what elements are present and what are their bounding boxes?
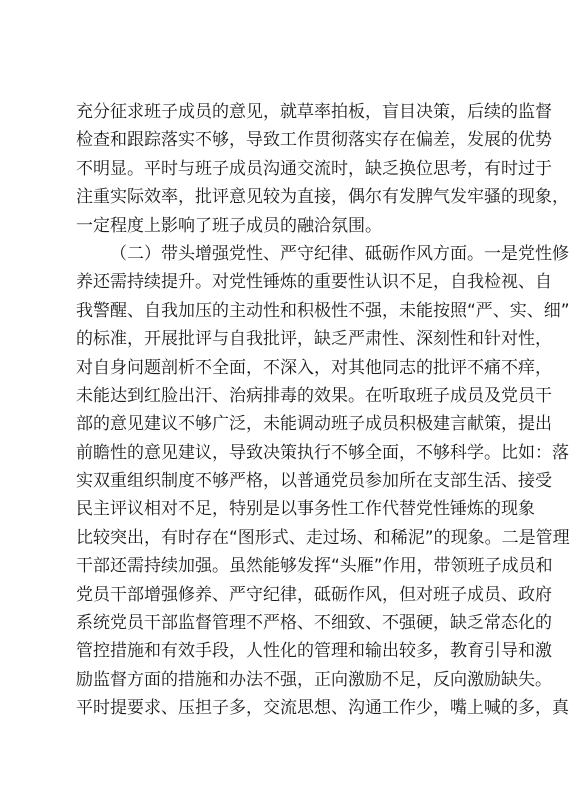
text-line: 一定程度上影响了班子成员的融洽氛围。: [76, 215, 382, 236]
text-line: 实双重组织制度不够严格，以普通党员参加所在支部生活、接受: [76, 471, 552, 492]
text-line: 管控措施和有效手段，人性化的管理和输出较多，教育引导和激: [76, 641, 552, 662]
text-line: 民主评议相对不足，特别是以事务性工作代替党性锤炼的现象: [76, 499, 535, 520]
text-line: 的标准，开展批评与自我批评，缺乏严肃性、深刻性和针对性，: [76, 329, 552, 350]
text-line: 养还需持续提升。对党性锤炼的重要性认识不足，自我检视、自: [76, 272, 552, 293]
text-line: 部的意见建议不够广泛，未能调动班子成员积极建言献策，提出: [76, 414, 552, 435]
text-line: 检查和跟踪落实不够，导致工作贯彻落实存在偏差，发展的优势: [76, 130, 552, 151]
text-line: 充分征求班子成员的意见，就草率拍板，盲目决策，后续的监督: [76, 102, 552, 122]
text-line: 我警醒、自我加压的主动性和积极性不强，未能按照“严、实、细”: [76, 300, 570, 321]
text-line: 前瞻性的意见建议，导致决策执行不够全面，不够科学。比如：落: [76, 442, 569, 463]
text-line: 比较突出，有时存在“图形式、走过场、和稀泥”的现象。二是管理: [76, 527, 570, 548]
body-text: [76, 98, 570, 723]
text-line: 励监督方面的措施和办法不强，正向激励不足，反向激励缺失。: [76, 669, 552, 690]
text-line: 未能达到红脸出汗、治病排毒的效果。在听取班子成员及党员干: [76, 385, 552, 406]
text-line: 系统党员干部监督管理不严格、不细致、不强硬，缺乏常态化的: [76, 613, 552, 634]
text-line: 平时提要求、压担子多，交流思想、沟通工作少，嘴上喊的多，真: [76, 698, 569, 719]
text-line: 注重实际效率，批评意见较为直接，偶尔有发脾气发牢骚的现象，: [76, 187, 569, 208]
text-line: 不明显。平时与班子成员沟通交流时，缺乏换位思考，有时过于: [76, 158, 552, 179]
text-line: 党员干部增强修养、严守纪律，砥砺作风，但对班子成员、政府: [76, 584, 552, 605]
section-heading-line: （二）带头增强党性、严守纪律、砥砺作风方面。一是党性修: [110, 243, 569, 264]
text-line: 干部还需持续加强。虽然能够发挥“头雁”作用，带领班子成员和: [76, 556, 553, 577]
text-line: 对自身问题剖析不全面，不深入，对其他同志的批评不痛不痒，: [76, 357, 552, 378]
